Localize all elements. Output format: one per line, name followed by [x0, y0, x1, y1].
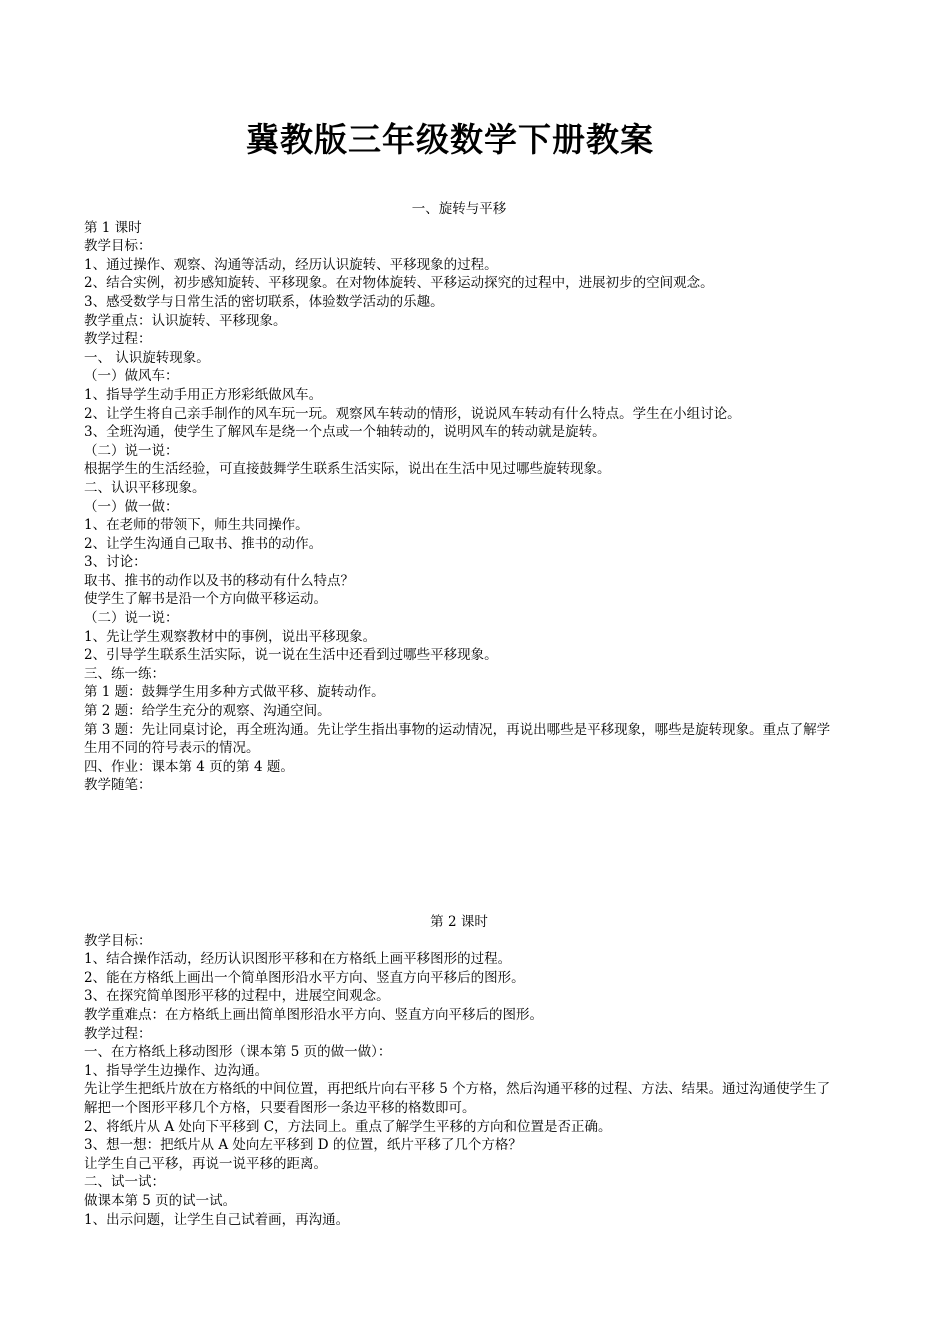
paragraph-line: 教学过程：: [84, 1025, 152, 1042]
paragraph-line: （二）说一说：: [84, 610, 179, 627]
paragraph-line: （一）做风车：: [84, 368, 179, 385]
paragraph-line: 二、认识平移现象。: [84, 479, 206, 496]
paragraph-line: 1、指导学生动手用正方形彩纸做风车。: [84, 386, 323, 403]
paragraph-line: 2、让学生沟通自己取书、推书的动作。: [84, 535, 323, 552]
paragraph-line: 一、在方格纸上移动图形（课本第 5 页的做一做）：: [84, 1044, 392, 1061]
paragraph-line: 四、作业：课本第 4 页的第 4 题。: [84, 758, 294, 775]
section-2-heading: 第 2 课时: [430, 914, 488, 930]
section-2: [84, 913, 834, 1229]
paragraph-line: 三、练一练：: [84, 665, 165, 682]
paragraph-line: 二、试一试：: [84, 1174, 165, 1191]
paragraph-line: 第 2 题：给学生充分的观察、沟通空间。: [84, 703, 331, 720]
paragraph-line: 做课本第 5 页的试一试。: [84, 1192, 237, 1209]
paragraph-line: 使学生了解书是沿一个方向做平移运动。: [84, 591, 327, 608]
section-2-body: [84, 932, 834, 1230]
paragraph-line: 第 3 题：先让同桌讨论，再全班沟通。先让学生指出事物的运动情况，再说出哪些是平移现象，哪些是旋转现象。重点了解学生用不同的符号表示的情况。: [84, 721, 831, 757]
paragraph-line: 教学随笔：: [84, 777, 152, 794]
paragraph-line: 一、 认识旋转现象。: [84, 349, 210, 366]
paragraph-line: 教学过程：: [84, 331, 152, 348]
paragraph-line: 1、在老师的带领下，师生共同操作。: [84, 517, 309, 534]
paragraph-line: 1、先让学生观察教材中的事例，说出平移现象。: [84, 628, 377, 645]
paragraph-line: 先让学生把纸片放在方格纸的中间位置，再把纸片向右平移 5 个方格，然后沟通平移的过程、方法、结果。通过沟通使学生了解把一个图形平移几个方格，只要看图形一条边平移的格数即可。: [84, 1081, 831, 1116]
paragraph-line: 2、引导学生联系生活实际，说一说在生活中还看到过哪些平移现象。: [84, 647, 498, 664]
document-title: 冀教版三年级数学下册教案: [246, 120, 654, 159]
paragraph-line: 1、通过操作、观察、沟通等活动，经历认识旋转、平移现象的过程。: [84, 256, 498, 273]
paragraph-line: 1、出示问题，让学生自己试着画，再沟通。: [84, 1211, 350, 1228]
paragraph-line: 3、想一想：把纸片从 A 处向左平移到 D 的位置，纸片平移了几个方格？: [84, 1137, 522, 1154]
section-1-body: [84, 219, 834, 795]
paragraph-line: 教学目标：: [84, 238, 152, 255]
paragraph-line: 3、感受数学与日常生活的密切联系，体验数学活动的乐趣。: [84, 293, 444, 310]
section-1: [84, 200, 834, 795]
paragraph-line: 教学重难点：在方格纸上画出简单图形沿水平方向、竖直方向平移后的图形。: [84, 1006, 543, 1023]
paragraph-line: 3、讨论：: [84, 554, 147, 571]
paragraph-line: 让学生自己平移，再说一说平移的距离。: [84, 1155, 327, 1172]
paragraph-line: 教学重点：认识旋转、平移现象。: [84, 312, 287, 329]
paragraph-line: 3、在探究简单图形平移的过程中，进展空间观念。: [84, 988, 390, 1005]
paragraph-line: 取书、推书的动作以及书的移动有什么特点？: [84, 572, 354, 589]
paragraph-line: 2、结合实例，初步感知旋转、平移现象。在对物体旋转、平移运动探究的过程中，进展初步的空间观念。: [84, 275, 714, 292]
paragraph-line: 1、结合操作活动，经历认识图形平移和在方格纸上画平移图形的过程。: [84, 951, 512, 968]
section-1-heading: 一、旋转与平移: [411, 201, 507, 217]
paragraph-line: 第 1 题：鼓舞学生用多种方式做平移、旋转动作。: [84, 684, 385, 701]
paragraph-line: 3、全班沟通，使学生了解风车是绕一个点或一个轴转动的，说明风车的转动就是旋转。: [84, 424, 606, 441]
paragraph-line: （一）做一做：: [84, 498, 179, 515]
paragraph-line: 2、能在方格纸上画出一个简单图形沿水平方向、竖直方向平移后的图形。: [84, 969, 525, 986]
paragraph-line: 2、将纸片从 A 处向下平移到 C，方法同上。重点了解学生平移的方向和位置是否正确。: [84, 1118, 612, 1135]
paragraph-line: 根据学生的生活经验，可直接鼓舞学生联系生活实际，说出在生活中见过哪些旋转现象。: [84, 461, 611, 478]
paragraph-line: 教学目标：: [84, 932, 152, 949]
paragraph-line: 2、让学生将自己亲手制作的风车玩一玩。观察风车转动的情形，说说风车转动有什么特点。学生在小组讨论。: [84, 405, 741, 422]
paragraph-line: （二）说一说：: [84, 442, 179, 459]
paragraph-line: 1、指导学生边操作、边沟通。: [84, 1062, 269, 1079]
paragraph-line: 第 1 课时: [84, 219, 142, 236]
